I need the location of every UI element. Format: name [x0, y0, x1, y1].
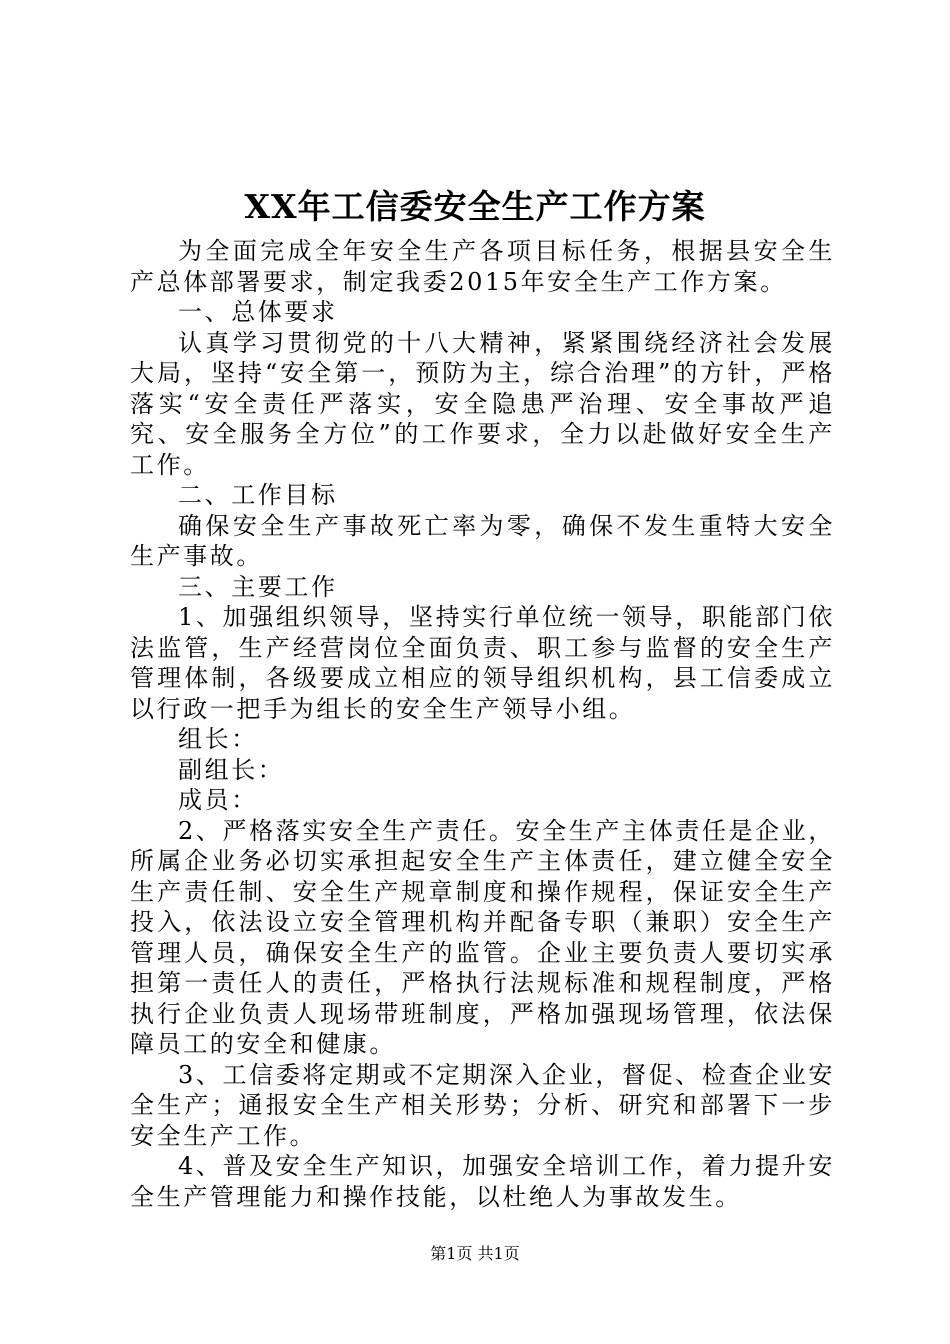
work-item-2: 2、严格落实安全生产责任。安全生产主体责任是企业，所属企业务必切实承担起安全生产主体责任，建立健全安全生产责任制、安全生产规章制度和操作规程，保证安全生产投入，依法设立安全管理机构并配备专职（兼职）安全生产管理人员，确保安全生产的监管。企业主要负责人要切实承担第一责任人的责任，严格执行法规标准和规程制度，严格执行企业负责人现场带班制度，严格加强现场管理，依法保障员工的安全和健康。 [130, 816, 835, 1058]
section-heading-goal: 二、工作目标 [178, 481, 338, 509]
page-footer: 第1页 共1页 [430, 1244, 520, 1263]
deputy-leader-line: 副组长： [178, 755, 285, 784]
work-item-4: 4、普及安全生产知识，加强安全培训工作，着力提升安全生产管理能力和操作技能，以杜绝人为事故发生。 [130, 1152, 835, 1211]
section-heading-overall: 一、总体要求 [178, 298, 338, 326]
work-item-3: 3、工信委将定期或不定期深入企业，督促、检查企业安全生产；通报安全生产相关形势；分析、研究和部署下一步安全生产工作。 [130, 1060, 835, 1150]
document-title: XX年工信委安全生产工作方案 [244, 187, 706, 226]
goal-paragraph: 确保安全生产事故死亡率为零，确保不发生重特大安全生产事故。 [130, 511, 835, 570]
section-heading-main-work: 三、主要工作 [178, 572, 338, 601]
document-body [130, 236, 835, 1212]
group-leader-line: 组长： [178, 725, 258, 753]
intro-paragraph: 为全面完成全年安全生产各项目标任务，根据县安全生产总体部署要求，制定我委2015年安全生产工作方案。 [130, 237, 835, 296]
work-item-1: 1、加强组织领导，坚持实行单位统一领导，职能部门依法监管，生产经营岗位全面负责、职工参与监督的安全生产管理体制，各级要成立相应的领导组织机构，县工信委成立以行政一把手为组长的安全生产领导小组。 [130, 603, 835, 723]
members-line: 成员： [178, 786, 258, 814]
overall-paragraph: 认真学习贯彻党的十八大精神，紧紧围绕经济社会发展大局，坚持“安全第一，预防为主，综合治理”的方针，严格落实“安全责任严落实，安全隐患严治理、安全事故严追究、安全服务全方位”的工作要求，全力以赴做好安全生产工作。 [130, 328, 835, 479]
